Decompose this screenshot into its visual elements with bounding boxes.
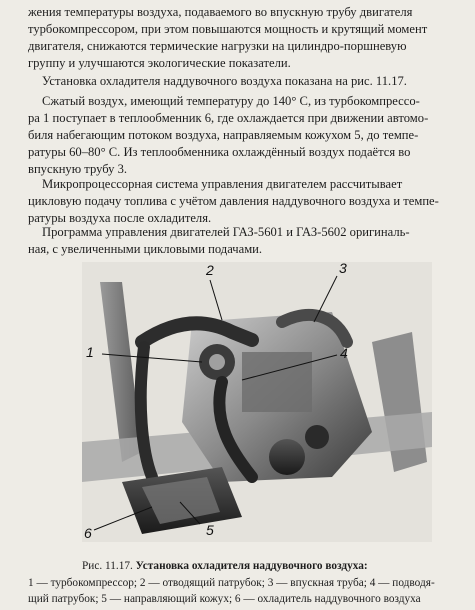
text-line: Микропроцессорная система управления двигателем рассчитывает — [42, 177, 403, 191]
legend-line: щий патрубок; 5 — направляющий кожух; 6 — охладитель наддувочного воздуха — [28, 592, 421, 605]
text-line: двигателя, снижаются термические нагрузки на цилиндро-поршневую — [28, 39, 407, 54]
text-line: ратуры воздуха после охладителя. — [28, 211, 212, 226]
text-line: ная, с увеличенными цикловыми подачами. — [28, 242, 263, 257]
text-line: Сжатый воздух, имеющий температуру до 140° С, из турбокомпрессо- — [42, 94, 420, 108]
text-line: цикловую подачу топлива с учётом давления наддувочного воздуха и темпе- — [28, 194, 439, 209]
paragraph-intro — [28, 4, 458, 72]
text-line: Установка охладителя наддувочного воздуха показана на рис. 11.17. — [42, 74, 407, 88]
text-line: Программа управления двигателей ГАЗ-5601 и ГАЗ-5602 оригиналь- — [42, 225, 410, 239]
paragraph-figure-reference — [28, 73, 458, 90]
pulley-small — [305, 425, 329, 449]
paragraph-air-flow — [28, 93, 458, 178]
cylinder-head — [242, 352, 312, 412]
engine-illustration — [82, 262, 432, 542]
callout-3: 3 — [339, 260, 347, 276]
figure-caption-title — [82, 560, 368, 572]
text-line: биля набегающим потоком воздуха, направляемым кожухом 5, до темпе- — [28, 128, 419, 143]
text-line: группу и улучшаются экологические показатели. — [28, 56, 291, 71]
callout-2: 2 — [206, 262, 214, 278]
legend-line: 1 — турбокомпрессор; 2 — отводящий патрубок; 3 — впускная труба; 4 — подводя- — [28, 577, 435, 589]
turbocompressor-hub — [209, 354, 225, 370]
text-line: турбокомпрессором, при этом повышаются мощность и крутящий момент — [28, 22, 428, 37]
callout-6: 6 — [84, 525, 92, 541]
pulley — [269, 439, 305, 475]
text-line: ратуры 60–80° С. Из теплообменника охлаждённый воздух подаётся во — [28, 145, 411, 160]
engine-intercooler-figure — [82, 262, 432, 542]
paragraph-control-system — [28, 176, 458, 227]
callout-4: 4 — [340, 345, 348, 361]
text-line: ра 1 поступает в теплообменник 6, где охлаждается при движении автомо- — [28, 111, 429, 126]
figure-label: Рис. 11.17. — [82, 560, 133, 572]
figure-title: Установка охладителя наддувочного воздуха: — [135, 560, 368, 572]
figure-legend — [28, 576, 458, 607]
callout-1: 1 — [86, 344, 94, 360]
text-line: впускную трубу 3. — [28, 162, 128, 177]
callout-5: 5 — [206, 522, 214, 538]
text-line: жения температуры воздуха, подаваемого во впускную трубу двигателя — [28, 5, 413, 19]
paragraph-control-program — [28, 224, 458, 258]
